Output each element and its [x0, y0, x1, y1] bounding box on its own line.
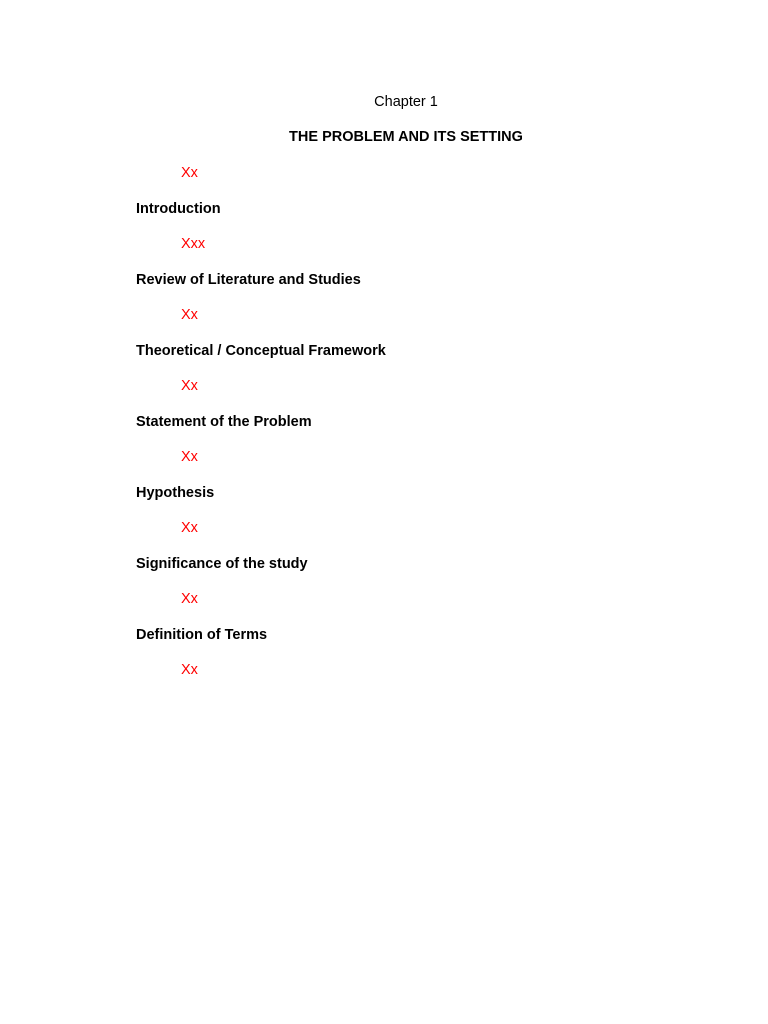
section-heading-definition-of-terms: Definition of Terms	[136, 626, 268, 643]
section-placeholder-significance: Xx	[181, 591, 198, 607]
section-placeholder-statement-of-problem: Xx	[181, 449, 198, 465]
section-heading-review-of-literature: Review of Literature and Studies	[136, 271, 361, 288]
section-placeholder-definition-of-terms: Xx	[181, 662, 198, 678]
intro-placeholder-text: Xx	[181, 165, 198, 181]
section-heading-hypothesis: Hypothesis	[136, 484, 215, 501]
chapter-title: THE PROBLEM AND ITS SETTING	[289, 129, 523, 145]
section-heading-statement-of-problem: Statement of the Problem	[136, 413, 312, 430]
section-placeholder-framework: Xx	[181, 378, 198, 394]
section-heading-significance: Significance of the study	[136, 555, 308, 572]
section-heading-introduction: Introduction	[136, 200, 221, 217]
section-heading-framework: Theoretical / Conceptual Framework	[136, 342, 386, 359]
section-placeholder-review-of-literature: Xx	[181, 307, 198, 323]
chapter-label: Chapter 1	[374, 94, 438, 110]
chapter-content	[136, 164, 696, 697]
section-placeholder-hypothesis: Xx	[181, 520, 198, 536]
section-placeholder-introduction: Xxx	[181, 236, 206, 252]
